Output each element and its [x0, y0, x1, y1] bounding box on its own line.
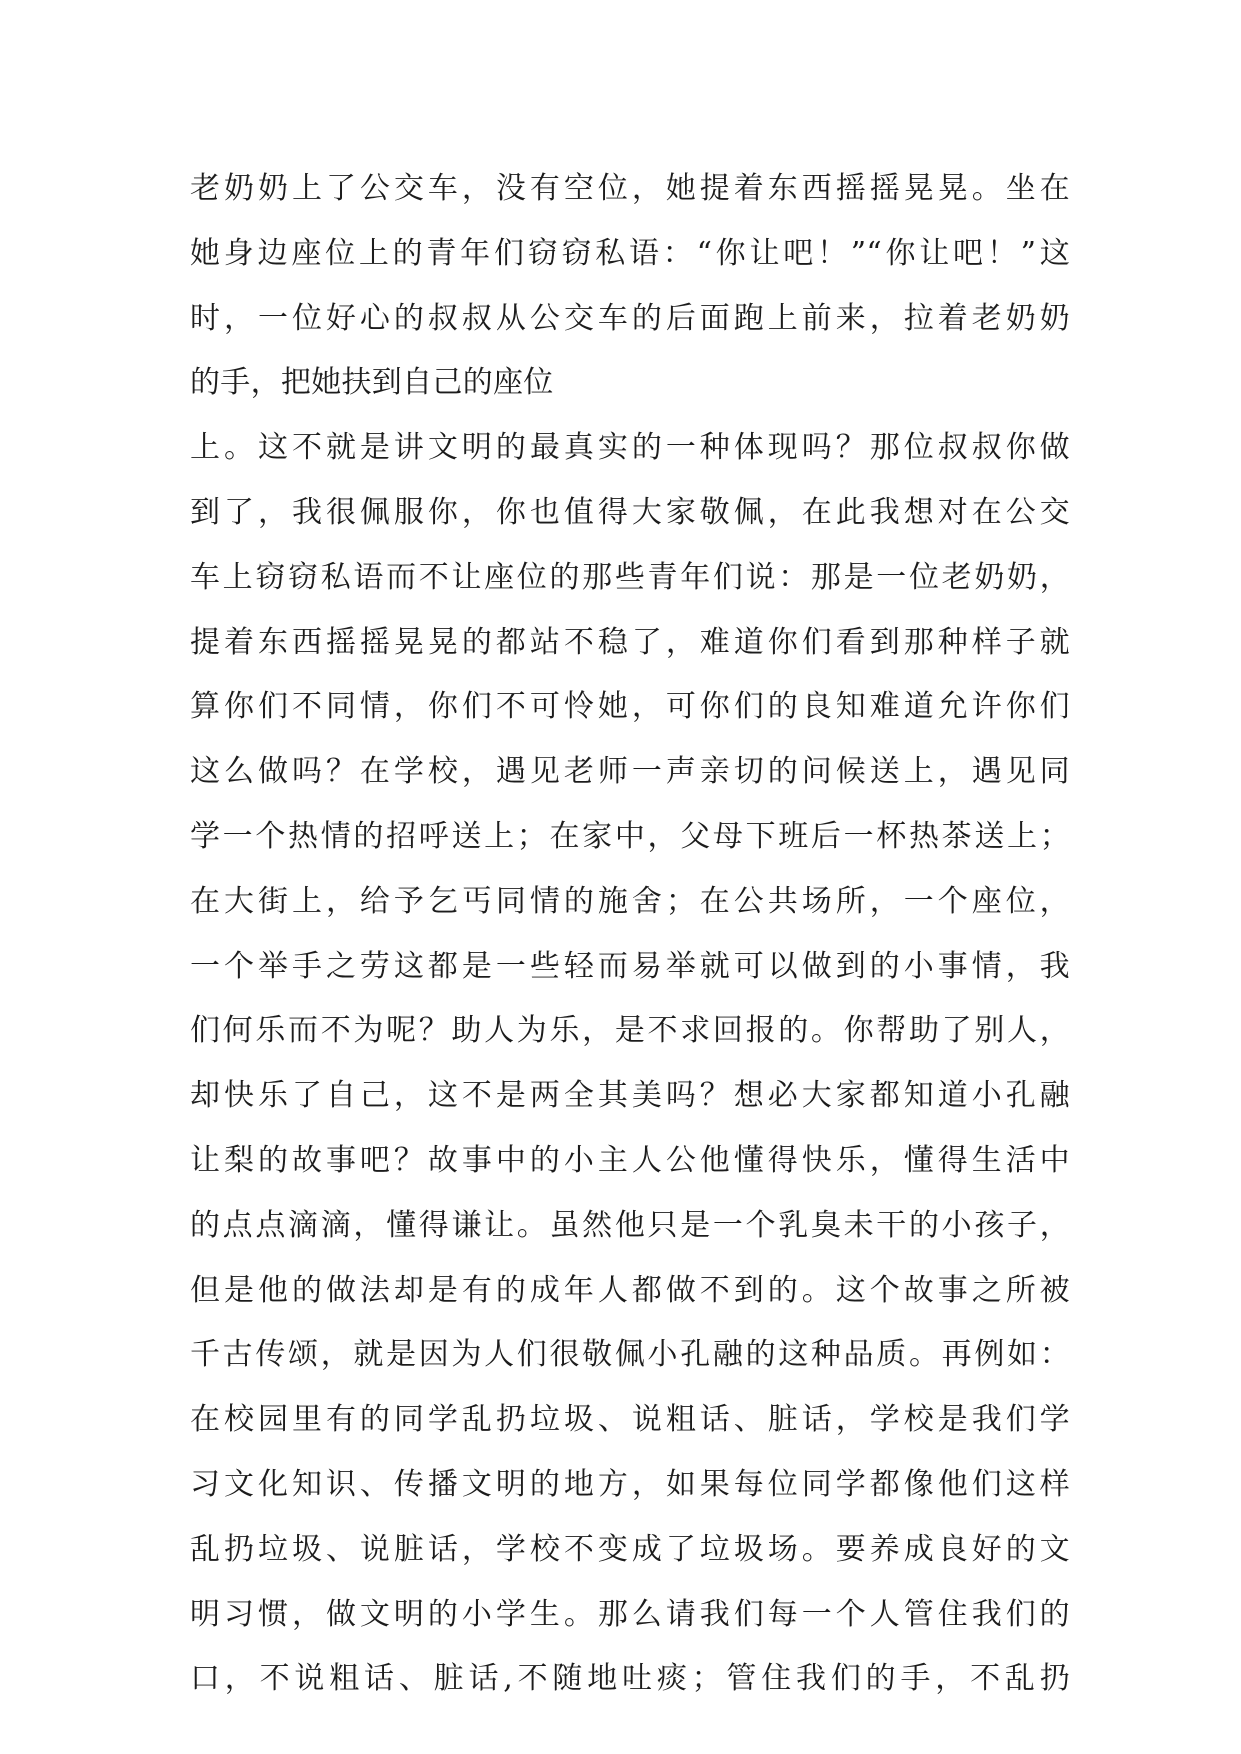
text-line: 时，一位好心的叔叔从公交车的后面跑上前来，拉着老奶奶: [190, 300, 1070, 336]
text-line: 到了，我很佩服你，你也值得大家敬佩，在此我想对在公交: [190, 494, 1070, 530]
text-line: 这么做吗？在学校，遇见老师一声亲切的问候送上，遇见同: [190, 754, 1070, 790]
text-line: 的点点滴滴，懂得谦让。虽然他只是一个乳臭未干的小孩子，: [190, 1207, 1070, 1243]
text-line: 的手，把她扶到自己的座位: [190, 365, 554, 401]
text-line: 上。这不就是讲文明的最真实的一种体现吗？那位叔叔你做: [190, 430, 1070, 466]
text-line: 提着东西摇摇晃晃的都站不稳了，难道你们看到那种样子就: [190, 624, 1070, 660]
text-line: 习文化知识、传播文明的地方，如果每位同学都像他们这样: [190, 1466, 1070, 1502]
text-line: 千古传颂，就是因为人们很敬佩小孔融的这种品质。再例如：: [190, 1337, 1070, 1373]
text-line: 但是他的做法却是有的成年人都做不到的。这个故事之所被: [190, 1272, 1070, 1308]
text-line: 明习惯，做文明的小学生。那么请我们每一个人管住我们的: [190, 1596, 1070, 1632]
text-line: 在校园里有的同学乱扔垃圾、说粗话、脏话，学校是我们学: [190, 1402, 1070, 1438]
text-line: 算你们不同情，你们不可怜她，可你们的良知难道允许你们: [190, 689, 1070, 725]
text-line: 车上窃窃私语而不让座位的那些青年们说：那是一位老奶奶，: [190, 559, 1070, 595]
text-line: 口，不说粗话、脏话,不随地吐痰；管住我们的手，不乱扔: [190, 1661, 1070, 1697]
text-line: 们何乐而不为呢？助人为乐，是不求回报的。你帮助了别人，: [190, 1013, 1070, 1049]
text-line: 学一个热情的招呼送上；在家中，父母下班后一杯热茶送上；: [190, 818, 1070, 854]
text-line: 她身边座位上的青年们窃窃私语：“你让吧！”“你让吧！”这: [190, 235, 1070, 271]
text-line: 在大街上，给予乞丐同情的施舍；在公共场所，一个座位，: [190, 883, 1070, 919]
text-line: 一个举手之劳这都是一些轻而易举就可以做到的小事情，我: [190, 948, 1070, 984]
text-line: 乱扔垃圾、说脏话，学校不变成了垃圾场。要养成良好的文: [190, 1531, 1070, 1567]
text-line: 老奶奶上了公交车，没有空位，她提着东西摇摇晃晃。坐在: [190, 171, 1070, 206]
text-line: 让梨的故事吧？故事中的小主人公他懂得快乐，懂得生活中: [190, 1142, 1070, 1178]
text-line: 却快乐了自己，这不是两全其美吗？想必大家都知道小孔融: [190, 1078, 1070, 1114]
document-body: [190, 157, 1070, 1712]
